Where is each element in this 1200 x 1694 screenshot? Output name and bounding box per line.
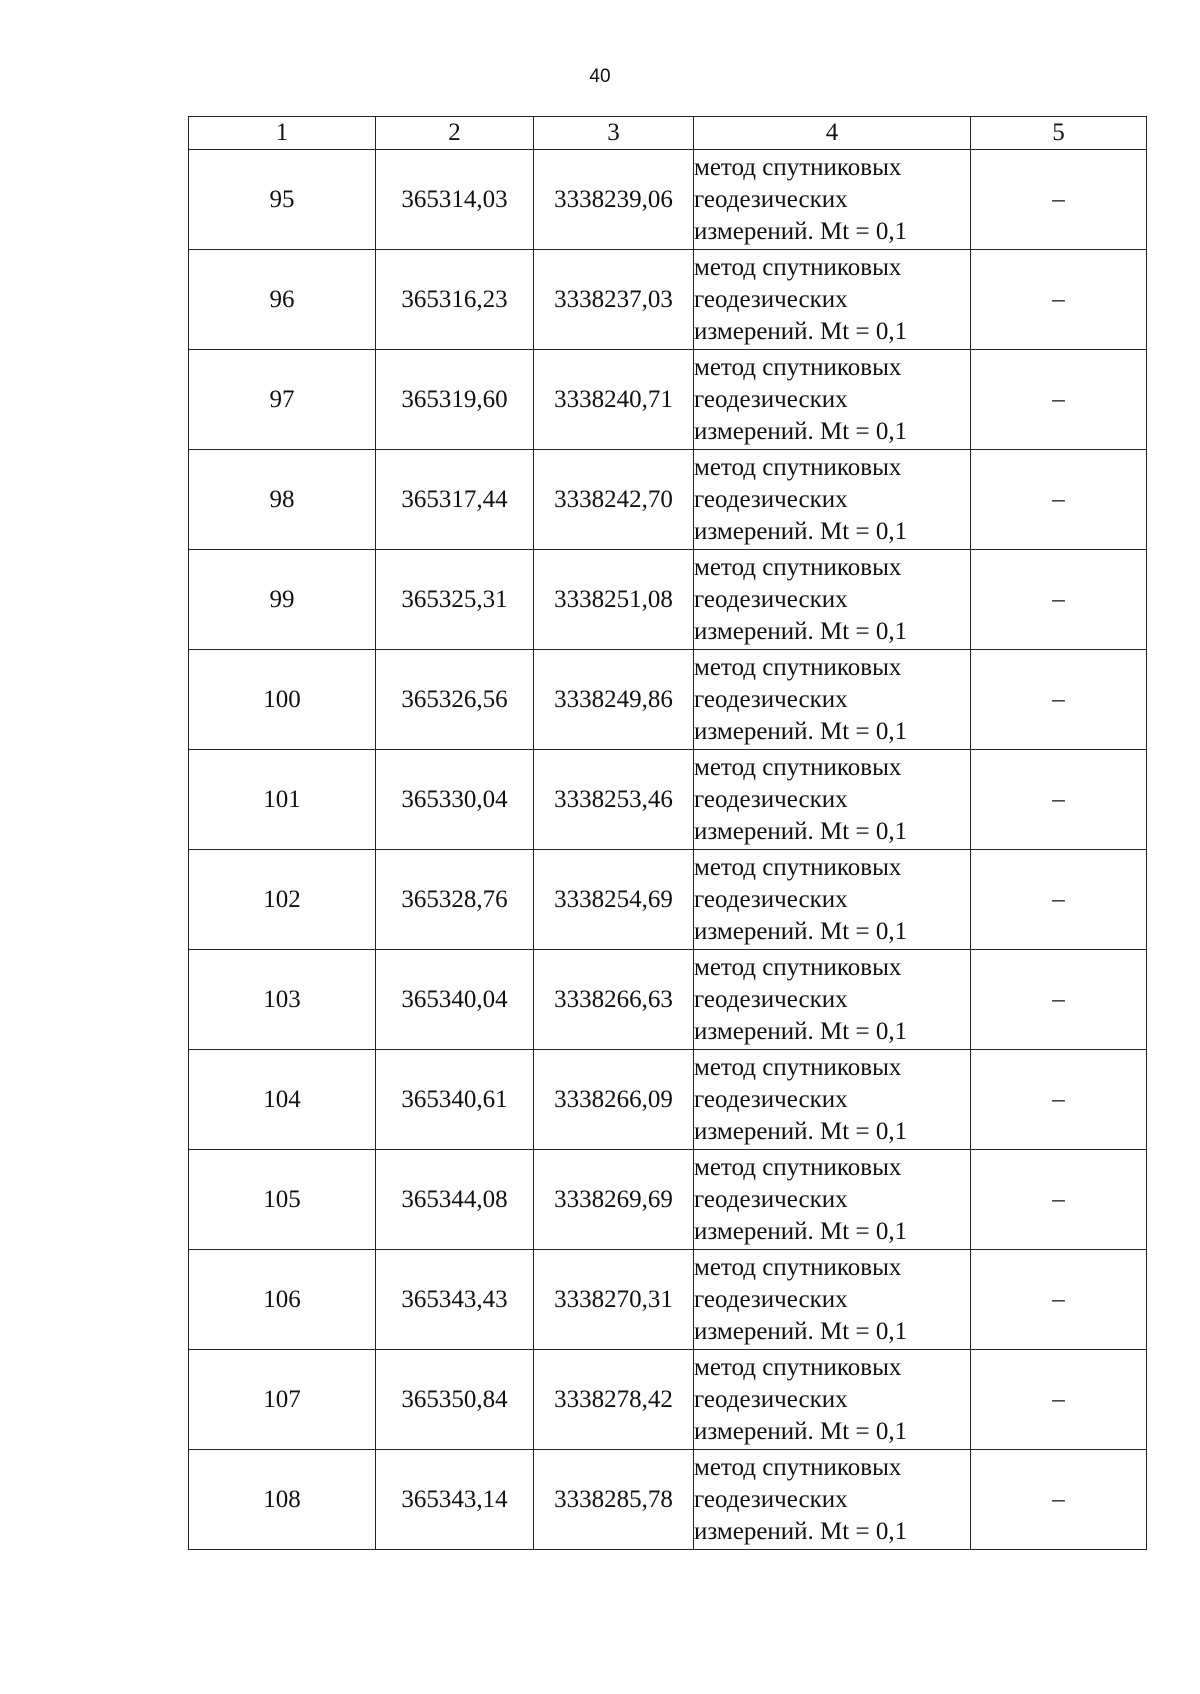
method-cell [694, 1250, 971, 1350]
method-line: измерений. Mt = 0,1 [694, 1217, 908, 1245]
x-coordinate-cell: 365340,04 [376, 950, 534, 1050]
coordinates-table [188, 116, 1147, 1550]
x-coordinate-cell: 365340,61 [376, 1050, 534, 1150]
method-cell [694, 950, 971, 1050]
method-cell [694, 550, 971, 650]
note-cell: – [971, 950, 1147, 1050]
table-row [189, 1250, 1147, 1350]
method-line: измерений. Mt = 0,1 [694, 1117, 908, 1145]
table-row [189, 950, 1147, 1050]
y-coordinate-cell: 3338266,09 [534, 1050, 694, 1150]
method-line: геодезических [694, 285, 848, 313]
header-cell-2: 2 [376, 117, 534, 150]
note-cell: – [971, 850, 1147, 950]
header-cell-1: 1 [189, 117, 376, 150]
table-header [189, 117, 1147, 150]
method-line: измерений. Mt = 0,1 [694, 817, 908, 845]
table-row [189, 1150, 1147, 1250]
method-line: измерений. Mt = 0,1 [694, 1417, 908, 1445]
method-line: измерений. Mt = 0,1 [694, 317, 908, 345]
table-row [189, 450, 1147, 550]
note-cell: – [971, 550, 1147, 650]
method-cell [694, 350, 971, 450]
method-line: метод спутниковых [694, 853, 902, 881]
method-line: измерений. Mt = 0,1 [694, 517, 908, 545]
point-number-cell: 103 [189, 950, 376, 1050]
y-coordinate-cell: 3338253,46 [534, 750, 694, 850]
point-number-cell: 108 [189, 1450, 376, 1550]
table-body [189, 150, 1147, 1550]
method-cell [694, 250, 971, 350]
note-cell: – [971, 350, 1147, 450]
x-coordinate-cell: 365328,76 [376, 850, 534, 950]
method-line: метод спутниковых [694, 1053, 902, 1081]
point-number-cell: 99 [189, 550, 376, 650]
point-number-cell: 101 [189, 750, 376, 850]
y-coordinate-cell: 3338237,03 [534, 250, 694, 350]
method-cell [694, 1150, 971, 1250]
method-line: геодезических [694, 1385, 848, 1413]
y-coordinate-cell: 3338254,69 [534, 850, 694, 950]
method-line: метод спутниковых [694, 553, 902, 581]
point-number-cell: 97 [189, 350, 376, 450]
note-cell: – [971, 650, 1147, 750]
x-coordinate-cell: 365344,08 [376, 1150, 534, 1250]
y-coordinate-cell: 3338240,71 [534, 350, 694, 450]
x-coordinate-cell: 365316,23 [376, 250, 534, 350]
note-cell: – [971, 1150, 1147, 1250]
method-cell [694, 650, 971, 750]
note-cell: – [971, 150, 1147, 250]
point-number-cell: 100 [189, 650, 376, 750]
note-cell: – [971, 1350, 1147, 1450]
point-number-cell: 107 [189, 1350, 376, 1450]
method-line: геодезических [694, 885, 848, 913]
method-line: геодезических [694, 485, 848, 513]
y-coordinate-cell: 3338285,78 [534, 1450, 694, 1550]
method-line: измерений. Mt = 0,1 [694, 617, 908, 645]
note-cell: – [971, 750, 1147, 850]
method-line: метод спутниковых [694, 1153, 902, 1181]
y-coordinate-cell: 3338239,06 [534, 150, 694, 250]
table-row [189, 1350, 1147, 1450]
point-number-cell: 105 [189, 1150, 376, 1250]
method-cell [694, 1450, 971, 1550]
point-number-cell: 98 [189, 450, 376, 550]
x-coordinate-cell: 365330,04 [376, 750, 534, 850]
method-line: метод спутниковых [694, 253, 902, 281]
y-coordinate-cell: 3338249,86 [534, 650, 694, 750]
page-number: 40 [589, 66, 611, 87]
table-row [189, 850, 1147, 950]
method-line: метод спутниковых [694, 1453, 902, 1481]
method-line: геодезических [694, 985, 848, 1013]
y-coordinate-cell: 3338278,42 [534, 1350, 694, 1450]
point-number-cell: 96 [189, 250, 376, 350]
x-coordinate-cell: 365350,84 [376, 1350, 534, 1450]
method-line: геодезических [694, 185, 848, 213]
header-cell-4: 4 [694, 117, 971, 150]
table-row [189, 650, 1147, 750]
method-line: метод спутниковых [694, 1353, 902, 1381]
note-cell: – [971, 1250, 1147, 1350]
method-line: измерений. Mt = 0,1 [694, 1517, 908, 1545]
point-number-cell: 102 [189, 850, 376, 950]
method-line: метод спутниковых [694, 353, 902, 381]
table-row [189, 1450, 1147, 1550]
method-line: геодезических [694, 1285, 848, 1313]
note-cell: – [971, 450, 1147, 550]
y-coordinate-cell: 3338242,70 [534, 450, 694, 550]
method-line: метод спутниковых [694, 453, 902, 481]
method-line: геодезических [694, 385, 848, 413]
method-line: измерений. Mt = 0,1 [694, 217, 908, 245]
y-coordinate-cell: 3338266,63 [534, 950, 694, 1050]
method-line: метод спутниковых [694, 1253, 902, 1281]
table-row [189, 550, 1147, 650]
x-coordinate-cell: 365326,56 [376, 650, 534, 750]
x-coordinate-cell: 365317,44 [376, 450, 534, 550]
method-line: измерений. Mt = 0,1 [694, 1017, 908, 1045]
note-cell: – [971, 1050, 1147, 1150]
method-line: геодезических [694, 585, 848, 613]
note-cell: – [971, 250, 1147, 350]
method-cell [694, 750, 971, 850]
x-coordinate-cell: 365319,60 [376, 350, 534, 450]
method-line: метод спутниковых [694, 153, 902, 181]
method-line: измерений. Mt = 0,1 [694, 1317, 908, 1345]
method-line: геодезических [694, 1185, 848, 1213]
table-row [189, 750, 1147, 850]
method-line: измерений. Mt = 0,1 [694, 917, 908, 945]
table-row [189, 1050, 1147, 1150]
header-cell-5: 5 [971, 117, 1147, 150]
y-coordinate-cell: 3338270,31 [534, 1250, 694, 1350]
method-line: геодезических [694, 1085, 848, 1113]
method-line: метод спутниковых [694, 653, 902, 681]
table-row [189, 250, 1147, 350]
y-coordinate-cell: 3338251,08 [534, 550, 694, 650]
method-line: измерений. Mt = 0,1 [694, 717, 908, 745]
method-line: геодезических [694, 1485, 848, 1513]
method-cell [694, 1350, 971, 1450]
method-line: метод спутниковых [694, 753, 902, 781]
method-cell [694, 450, 971, 550]
method-line: геодезических [694, 785, 848, 813]
method-cell [694, 150, 971, 250]
method-line: измерений. Mt = 0,1 [694, 417, 908, 445]
method-line: метод спутниковых [694, 953, 902, 981]
point-number-cell: 106 [189, 1250, 376, 1350]
table-row [189, 350, 1147, 450]
method-cell [694, 850, 971, 950]
point-number-cell: 95 [189, 150, 376, 250]
x-coordinate-cell: 365343,43 [376, 1250, 534, 1350]
method-cell [694, 1050, 971, 1150]
point-number-cell: 104 [189, 1050, 376, 1150]
header-cell-3: 3 [534, 117, 694, 150]
x-coordinate-cell: 365325,31 [376, 550, 534, 650]
method-line: геодезических [694, 685, 848, 713]
note-cell: – [971, 1450, 1147, 1550]
x-coordinate-cell: 365343,14 [376, 1450, 534, 1550]
x-coordinate-cell: 365314,03 [376, 150, 534, 250]
y-coordinate-cell: 3338269,69 [534, 1150, 694, 1250]
header-row [189, 117, 1147, 150]
table-row [189, 150, 1147, 250]
